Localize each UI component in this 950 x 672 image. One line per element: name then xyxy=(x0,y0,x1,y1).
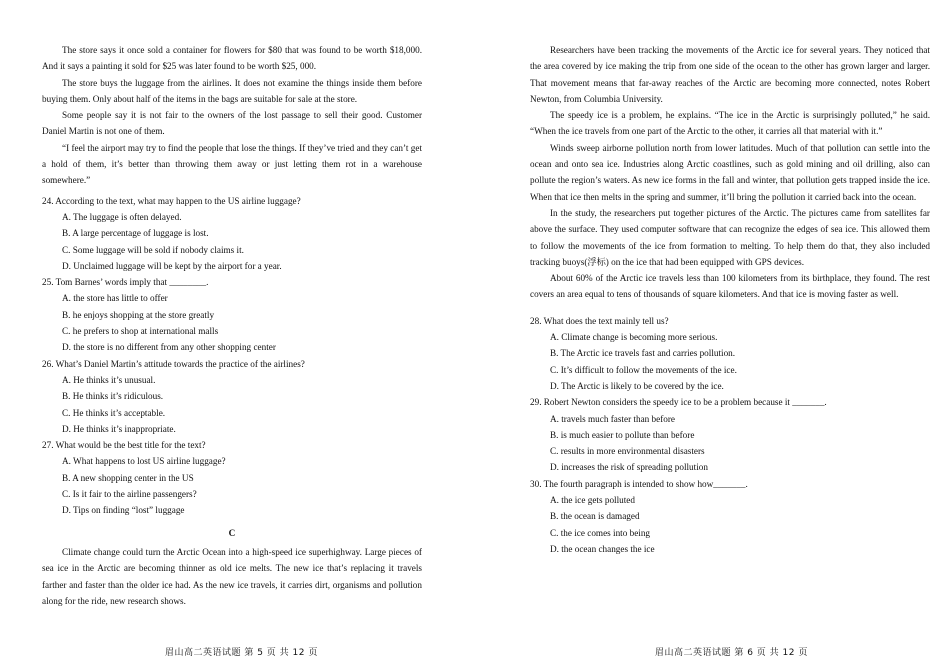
passage-paragraph: Climate change could turn the Arctic Ocean into a high-speed ice superhighway. Large pieces of sea ice in the Arctic are becoming thinner as old ice melts. The new ice that’s replacing it travels farther and faster than the older ice had. As the new ice travels, it carries dirt, organisms and pollution along for the ride, new research shows. xyxy=(42,546,422,606)
option-a: A. What happens to lost US airline luggage? xyxy=(62,456,226,467)
option-a: A. the store has little to offer xyxy=(62,293,168,304)
page-divider xyxy=(470,0,480,672)
page-footer: 眉山高二英语试题 第 5 页 共 12 页 xyxy=(165,648,318,658)
passage-paragraph: “I feel the airport may try to find the people that lose the things. If they’ve tried and they can’t get a hold of them, it’s better than throwing them away or just letting them rot in a warehouse somewhere.” xyxy=(42,142,422,186)
option-b: B. the ocean is damaged xyxy=(550,511,640,522)
right-page xyxy=(485,0,950,672)
question-stem: 29. Robert Newton considers the speedy ice to be a problem because it _______. xyxy=(530,397,827,408)
question-25 xyxy=(42,274,422,355)
section-heading: C xyxy=(228,527,236,538)
question-stem: 28. What does the text mainly tell us? xyxy=(530,315,669,326)
left-column xyxy=(42,42,422,609)
option-d: D. the store is no different from any other shopping center xyxy=(62,342,276,353)
question-stem: 24. According to the text, what may happen to the US airline luggage? xyxy=(42,195,301,206)
option-b: B. he enjoys shopping at the store greatly xyxy=(62,309,215,320)
option-c: C. Some luggage will be sold if nobody claims it. xyxy=(62,244,244,255)
option-d: D. The Arctic is likely to be covered by the ice. xyxy=(550,380,724,391)
option-c: C. Is it fair to the airline passengers? xyxy=(62,489,197,500)
page-footer: 眉山高二英语试题 第 6 页 共 12 页 xyxy=(655,648,808,658)
option-c: C. results in more environmental disasters xyxy=(550,446,705,457)
question-29 xyxy=(530,394,930,475)
right-column xyxy=(530,42,930,557)
option-a: A. The luggage is often delayed. xyxy=(62,211,182,222)
option-d: D. increases the risk of spreading pollution xyxy=(550,462,708,473)
option-b: B. A large percentage of luggage is lost. xyxy=(62,228,209,239)
option-d: D. Unclaimed luggage will be kept by the airport for a year. xyxy=(62,260,282,271)
left-page xyxy=(0,0,465,672)
option-b: B. is much easier to pollute than before xyxy=(550,429,695,440)
option-b: B. The Arctic ice travels fast and carries pollution. xyxy=(550,348,736,359)
question-26 xyxy=(42,356,422,437)
question-stem: 26. What’s Daniel Martin’s attitude towards the practice of the airlines? xyxy=(42,358,305,369)
passage-paragraph: In the study, the researchers put together pictures of the Arctic. The pictures came from satellites far above the surface. They used computer software that can recognize the edges of sea ice. This allowed them to follow the movements of the ice from formation to melting. To help them do that, they also included tracking buoys(浮标) on the ice that had been equipped with GPS devices. xyxy=(530,207,930,267)
option-b: B. He thinks it’s ridiculous. xyxy=(62,391,164,402)
question-stem: 30. The fourth paragraph is intended to show how_______. xyxy=(530,478,748,489)
passage-paragraph: About 60% of the Arctic ice travels less than 100 kilometers from its birthplace, they found. The rest covers an area equal to tens of thousands of square kilometers. And that ice is moving faster as well. xyxy=(530,273,930,300)
option-d: D. He thinks it’s inappropriate. xyxy=(62,423,176,434)
passage-paragraph: Researchers have been tracking the movements of the Arctic ice for several years. They noticed that the area covered by ice making the trip from one side of the ocean to the other has grown larger and larger. That movement means that far-away reaches of the Arctic are becoming more connected, notes Robert Newton, from Columbia University. xyxy=(530,45,930,104)
passage-paragraph: Some people say it is not fair to the owners of the lost passage to sell their good. Customer Daniel Martin is not one of them. xyxy=(42,110,422,137)
passage-paragraph: The speedy ice is a problem, he explains. “The ice in the Arctic is surprisingly polluted,” he said. “When the ice travels from one part of the Arctic to the other, it carries all that material with it.” xyxy=(530,110,930,137)
question-stem: 25. Tom Barnes’ words imply that ________. xyxy=(42,277,209,288)
option-a: A. He thinks it’s unusual. xyxy=(62,374,156,385)
option-d: D. the ocean changes the ice xyxy=(550,543,655,554)
question-30 xyxy=(530,476,930,557)
option-a: A. Climate change is becoming more serious. xyxy=(550,332,718,343)
question-stem: 27. What would be the best title for the text? xyxy=(42,440,206,451)
option-a: A. travels much faster than before xyxy=(550,413,676,424)
option-a: A. the ice gets polluted xyxy=(550,495,635,506)
option-c: C. the ice comes into being xyxy=(550,527,651,538)
option-b: B. A new shopping center in the US xyxy=(62,472,194,483)
option-c: C. He thinks it’s acceptable. xyxy=(62,407,166,418)
option-d: D. Tips on finding “lost” luggage xyxy=(62,505,185,516)
question-28 xyxy=(530,313,930,394)
option-c: C. It’s difficult to follow the movements of the ice. xyxy=(550,364,737,375)
passage-paragraph: The store buys the luggage from the airlines. It does not examine the things inside them before buying them. Only about half of the items in the bags are suitable for sale at the store. xyxy=(42,77,422,104)
passage-paragraph: Winds sweep airborne pollution north from lower latitudes. Much of that pollution can settle into the ocean and onto sea ice. Industries along Arctic coastlines, such as gold mining and oil drilling, also can pollute the region’s waters. As new ice forms in the fall and winter, that pollution gets trapped inside the ice. When that ice then melts in the spring and summer, it’ll bring the pollution it carried back into the ocean. xyxy=(530,142,930,202)
passage-paragraph: The store says it once sold a container for flowers for $80 that was found to be worth $18,000. And it says a painting it sold for $25 was later found to be worth $25, 000. xyxy=(42,45,422,72)
question-27 xyxy=(42,437,422,518)
question-24 xyxy=(42,193,422,274)
option-c: C. he prefers to shop at international malls xyxy=(62,326,219,337)
